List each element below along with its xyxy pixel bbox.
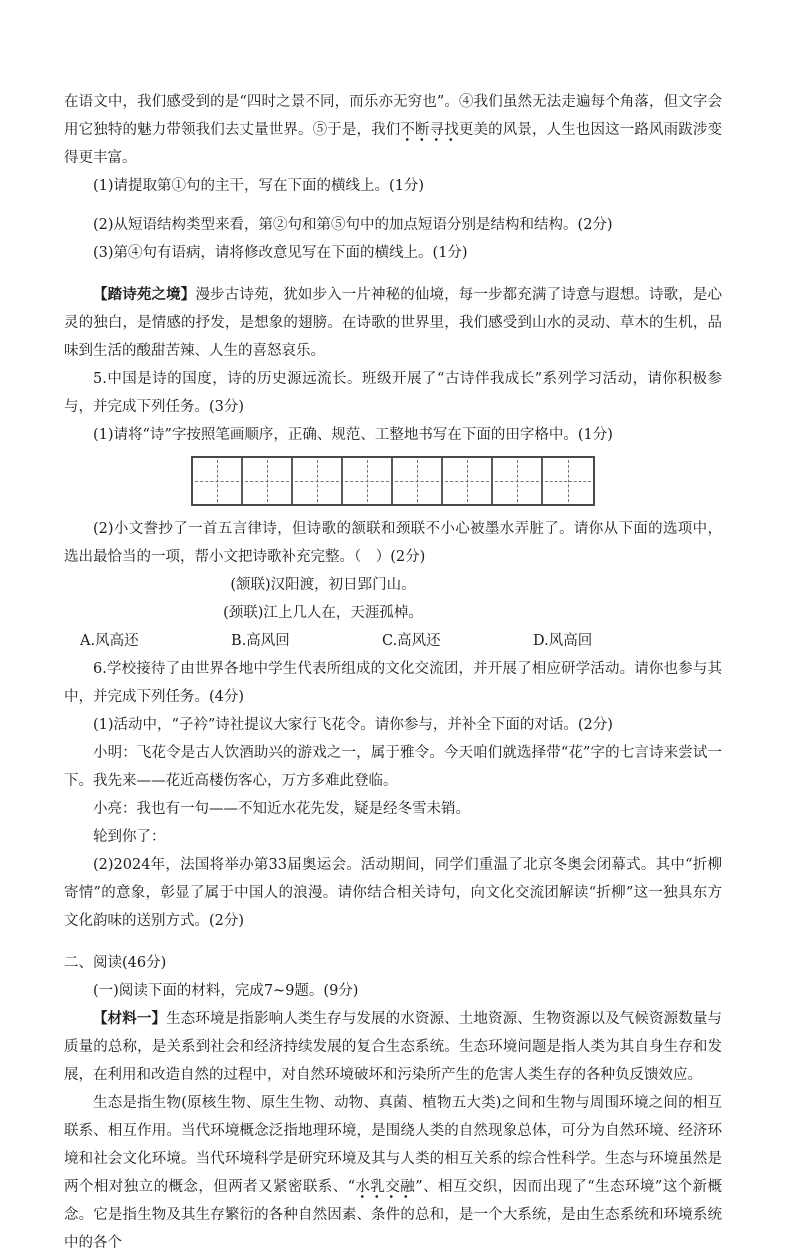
tianzige-cell bbox=[193, 458, 243, 504]
option-d: D.风高回 bbox=[533, 633, 593, 649]
question-1-3: (3)第④句有语病，请将修改意见写在下面的横线上。(1分) bbox=[93, 245, 468, 261]
choice-options-row bbox=[64, 627, 722, 655]
question-1-2: (2)从短语结构类型来看，第②句和第⑤句中的加点短语分别是结构和结构。(2分) bbox=[93, 217, 613, 233]
question-5-1: (1)请将“诗”字按照笔画顺序，正确、规范、工整地书写在下面的田字格中。(1分) bbox=[93, 427, 613, 443]
intro-text-post: 更美的风景，人生也因这一路风雨跋涉变得更丰富。 bbox=[64, 122, 722, 166]
answer-space bbox=[64, 200, 722, 211]
tianzige-cell bbox=[393, 458, 443, 504]
poem-line-jinglian: (颈联)江上几人在，天涯孤棹。 bbox=[223, 605, 423, 621]
poetry-section-label: 【踏诗苑之境】 bbox=[93, 287, 196, 303]
option-c: C.高风还 bbox=[382, 633, 441, 649]
exam-page bbox=[64, 0, 722, 1257]
intro-paragraph bbox=[64, 88, 722, 172]
question-5-2: (2)小文誊抄了一首五言律诗，但诗歌的颔联和颈联不小心被墨水弄脏了。请你从下面的选项中，选出最恰当的一项，帮小文把诗歌补充完整。（ ）(2分) bbox=[64, 521, 722, 565]
material-2-text-post: ”、相互交织，因而出现了“生态环境”这个新概念。它是指生物及其生存繁衍的各种自然因素、条件的总和，是一个大系统，是由生态系统和环境系统中的各个 bbox=[64, 1179, 722, 1251]
material-1-paragraph-2 bbox=[64, 1089, 722, 1257]
poetry-intro-text: 漫步古诗苑，犹如步入一片神秘的仙境，每一步都充满了诗意与遐想。诗歌，是心灵的独白，是情感的抒发，是想象的翅膀。在诗歌的世界里，我们感受到山水的灵动、草木的生机，品味到生活的酸甜苦辣、人生的喜怒哀乐。 bbox=[64, 287, 723, 359]
section-gap bbox=[64, 267, 722, 281]
material-1-text: 生态环境是指影响人类生存与发展的水资源、土地资源、生物资源以及气候资源数量与质量的总称，是关系到社会和经济持续发展的复合生态系统。生态环境问题是指人类为其自身生存和发展，在利用和改造自然的过程中，对自然环境破坏和污染所产生的危害人类生存的各种负反馈效应。 bbox=[64, 1011, 722, 1083]
reading-section-title: 二、阅读(46分) bbox=[64, 955, 167, 971]
question-1-1: (1)请提取第①句的主干，写在下面的横线上。(1分) bbox=[93, 178, 425, 194]
question-6: 6.学校接待了由世界各地中学生代表所组成的文化交流团，并开展了相应研学活动。请你也参与其中，并完成下列任务。(4分) bbox=[64, 661, 722, 705]
option-b: B.高风回 bbox=[231, 633, 290, 649]
dialogue-your-turn: 轮到你了： bbox=[93, 829, 166, 845]
question-6-1: (1)活动中，“子衿”诗社提议大家行飞花令。请你参与，并补全下面的对话。(2分) bbox=[93, 717, 613, 733]
tianzige-cell bbox=[293, 458, 343, 504]
material-2-text-pre: 生态是指生物(原核生物、原生生物、动物、真菌、植物五大类)之间和生物与周围环境之间的相互联系、相互作用。当代环境概念泛指地理环境，是围绕人类的自然现象总体，可分为自然环境、经济环境和社会文化环境。当代环境科学是研究环境及其与人类的相互关系的综合性科学。生态与环境虽然是两个相对独立的概念，但两者又紧密联系、“ bbox=[64, 1095, 722, 1195]
reading-subsection: (一)阅读下面的材料，完成7~9题。(9分) bbox=[93, 983, 359, 999]
tianzige-cell bbox=[243, 458, 293, 504]
tianzige-cell bbox=[493, 458, 543, 504]
tianzige-cell bbox=[343, 458, 393, 504]
emphasized-phrase-shuiru: 水乳交融 bbox=[355, 1179, 415, 1199]
question-5: 5.中国是诗的国度，诗的历史源远流长。班级开展了“古诗伴我成长”系列学习活动，请你积极参与，并完成下列任务。(3分) bbox=[64, 371, 722, 415]
material-1-label: 【材料一】 bbox=[93, 1011, 167, 1027]
question-6-2: (2)2024年，法国将举办第33届奥运会。活动期间，同学们重温了北京冬奥会闭幕式。其中“折柳寄情”的意象，彰显了属于中国人的浪漫。请你结合相关诗句，向文化交流团解读“折柳”这一独具东方文化韵味的送别方式。(2分) bbox=[64, 857, 722, 929]
poem-line-hanlian: (颔联)汉阳渡，初日郢门山。 bbox=[230, 577, 416, 593]
material-1-paragraph bbox=[64, 1005, 722, 1089]
poetry-intro-paragraph bbox=[64, 281, 722, 365]
dialogue-xiaoming: 小明：飞花令是古人饮酒助兴的游戏之一，属于雅令。今天咱们就选择带“花”字的七言诗来尝试一下。我先来——花近高楼伤客心，万方多难此登临。 bbox=[64, 745, 722, 789]
tianzige-cell bbox=[443, 458, 493, 504]
dialogue-xiaoliang: 小亮：我也有一句——不知近水花先发，疑是经冬雪未销。 bbox=[93, 801, 470, 817]
option-a: A.风高还 bbox=[80, 633, 139, 649]
intro-text-pre: 在语文中，我们感受到的是“四时之景不同，而乐亦无穷也”。④我们虽然无法走遍每个角落，但文字会用它独特的魅力带领我们去丈量世界。⑤于是，我们 bbox=[64, 94, 722, 138]
tianzige-grid bbox=[191, 456, 595, 506]
section-gap bbox=[64, 935, 722, 949]
emphasized-phrase-budan: 不断寻找 bbox=[400, 122, 459, 142]
tianzige-cell bbox=[543, 458, 593, 504]
